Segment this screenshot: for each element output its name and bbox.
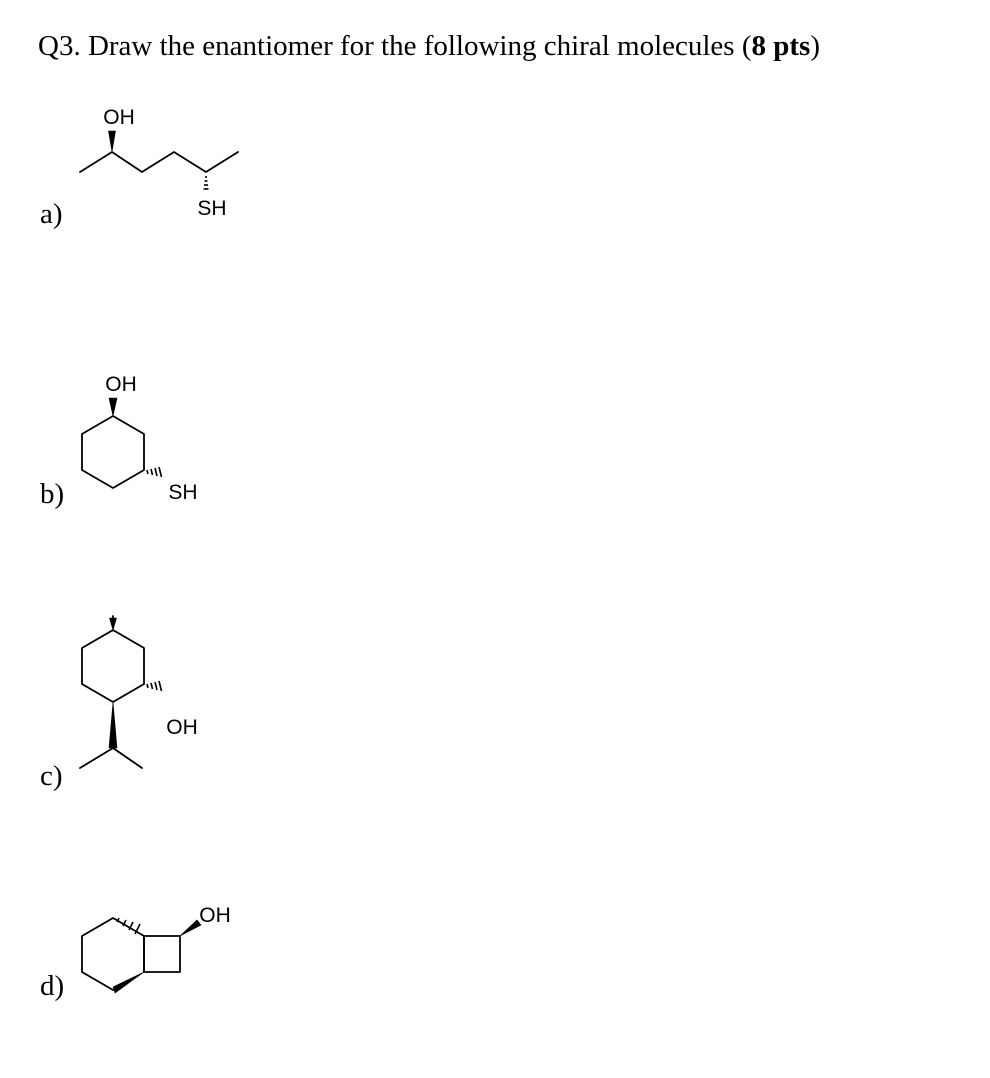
molecule-d-ring-wedge (113, 972, 144, 993)
molecule-c-ring (82, 630, 144, 702)
molecule-c-oh-hash (147, 681, 162, 691)
molecule-b-oh-label: OH (105, 373, 137, 396)
molecule-d-cyclohexane (82, 918, 144, 990)
molecule-a-sh-hash (204, 177, 209, 189)
molecule-c-isopropyl-left (80, 748, 113, 768)
molecule-c-isopropyl-wedge (109, 702, 117, 748)
molecule-b (82, 373, 198, 504)
molecule-b-sh-hash (147, 467, 162, 477)
molecule-d (82, 904, 231, 993)
molecule-a-sh-label: SH (197, 197, 227, 220)
molecule-a (80, 106, 238, 220)
molecule-d-cyclobutane (144, 936, 180, 972)
molecule-d-oh-wedge (180, 920, 201, 936)
molecule-c-oh-label: OH (166, 716, 198, 739)
molecule-c-methyl-wedge (110, 618, 117, 630)
part-d-label: d) (40, 970, 65, 1002)
part-b-label: b) (40, 478, 65, 510)
part-a-label: a) (40, 198, 63, 230)
molecule-b-sh-label: SH (168, 481, 198, 504)
molecule-a-oh-wedge (109, 131, 116, 152)
molecule-c-isopropyl-right (113, 748, 142, 768)
molecule-a-chain (80, 152, 238, 172)
molecule-c (80, 616, 198, 768)
question-prefix: Q3. Draw the enantiomer for the following chiral molecules ( (38, 30, 752, 62)
question-suffix: ) (810, 30, 820, 62)
molecule-b-oh-wedge (109, 398, 117, 416)
molecule-d-oh-label: OH (199, 904, 231, 927)
part-c-label: c) (40, 760, 63, 792)
molecule-a-oh-label: OH (103, 106, 135, 129)
molecule-b-ring (82, 416, 144, 488)
question-points: 8 pts (751, 30, 811, 62)
